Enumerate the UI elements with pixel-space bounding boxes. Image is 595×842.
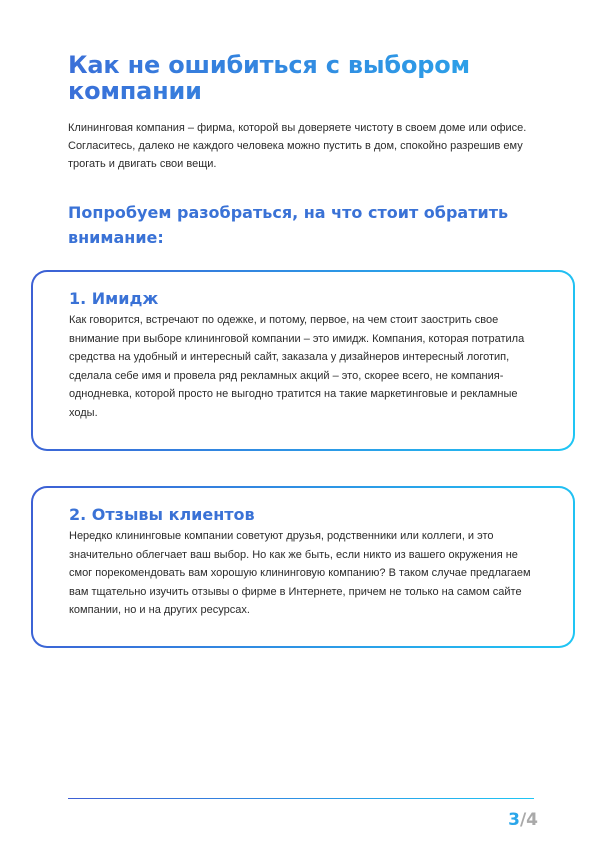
card-title: 2. Отзывы клиентов (69, 505, 255, 524)
card-text: Как говорится, встречают по одежке, и потому, первое, на чем стоит заострить свое внимание при выборе клининговой компании – это имидж. Компания, которая потратила средства на удобный и интересный сайт, заказала у дизайнеров интересный логотип, сделала себе имя и провела ряд рекламных акций – это, скорее всего, не компания-однодневка, которой просто не выгодно тратится на такие маркетинговые и рекламные ходы. (69, 314, 525, 419)
page-current: 3 (508, 810, 520, 830)
info-card-body (33, 272, 573, 449)
card-title: 1. Имидж (69, 289, 159, 308)
page-total: 4 (526, 810, 538, 830)
info-card-reviews (31, 486, 575, 648)
card-text: Нередко клининговые компании советуют друзья, родственники или коллеги, и это значительно облегчает ваш выбор. Но как же быть, если никто из вашего окружения не смог порекомендовать вам хорошую клининговую компанию? В таком случае предлагаем вам тщательно изучить отзывы о фирме в Интернете, причем не только на самом сайте компании, но и на других ресурсах. (69, 530, 531, 616)
footer-divider (68, 798, 534, 799)
intro-paragraph: Клининговая компания – фирма, которой вы доверяете чистоту в своем доме или офисе. Согласитесь, далеко не каждого человека можно пустить в дом, спокойно разрешив ему трогать и двигать свои вещи. (68, 122, 527, 170)
info-card-image (31, 270, 575, 451)
page-number (508, 810, 538, 830)
info-card-body (33, 488, 573, 646)
page-separator: / (519, 810, 527, 830)
section-subtitle: Попробуем разобраться, на что стоит обратить внимание: (68, 203, 509, 247)
page-title: Как не ошибиться с выбором компании (68, 52, 528, 104)
